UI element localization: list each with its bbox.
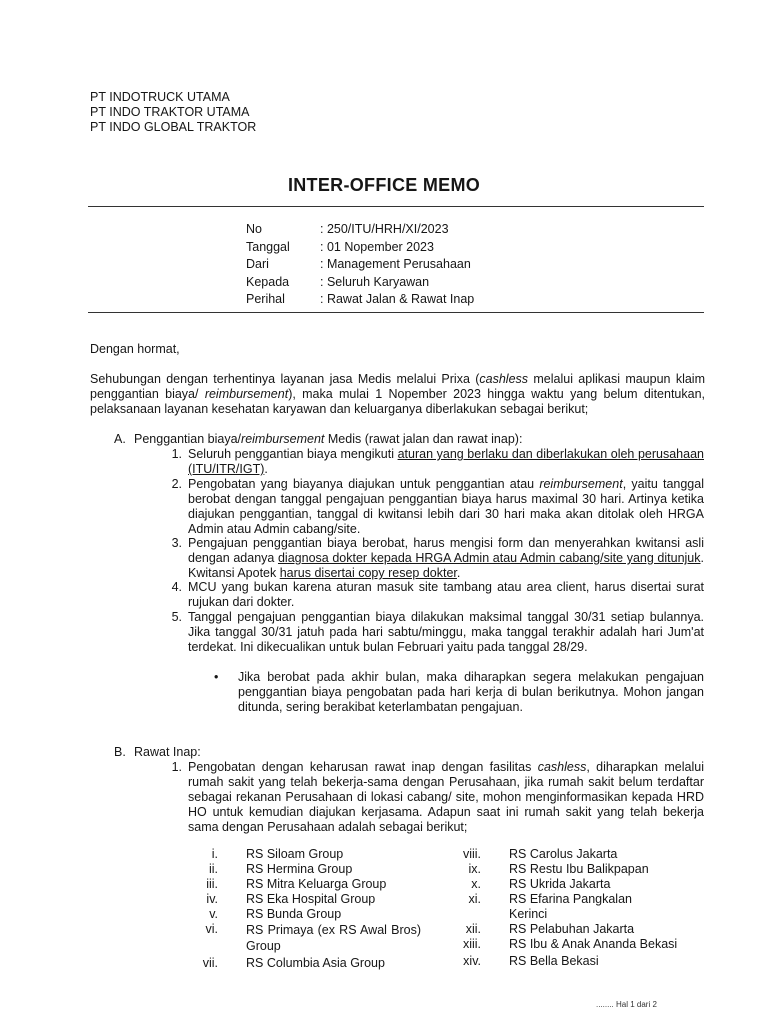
hospital-number: ii. (208, 862, 218, 876)
section-a-heading (114, 432, 522, 447)
meta-label: Perihal (246, 292, 285, 306)
list-text: , diharapkan melalui rumah sakit yang telah bekerja-sama dengan Perusahaan, jika rumah sakit belum terdaftar sebagai rekanan Perusahaan di lokasi cabang/ site, mohon menginformasikan kepada HRD HO untuk kemudian diajukan kerjasama. Adapun saat ini rumah sakit yang telah bekerja sama dengan Perusahaan adalah sebagai berikut; (188, 760, 704, 834)
list-number: 3. (171, 536, 182, 550)
list-text: MCU yang bukan karena aturan masuk site tambang atau area client, harus disertai surat rujukan dari dokter. (188, 580, 704, 609)
list-underline: aturan yang berlaku dan diberlakukan oleh perusahaan (ITU/ITR/IGT) (188, 447, 704, 476)
hospital-item (441, 937, 684, 952)
hospital-name: RS Carolus Jakarta (509, 847, 618, 861)
meta-row-dari (246, 257, 474, 275)
list-number: 4. (171, 580, 182, 594)
hospital-number: viii. (462, 847, 481, 861)
list-item (156, 610, 704, 655)
bullet-dot: • (214, 670, 219, 684)
hospital-item (178, 956, 421, 971)
hospital-item (441, 847, 684, 862)
list-italic: reimbursement (539, 477, 623, 491)
hospital-name: RS Ibu & Anak Ananda Bekasi (509, 937, 678, 951)
hospital-name: RS Columbia Asia Group (246, 956, 385, 970)
hospital-name: RS Pelabuhan Jakarta (509, 922, 635, 936)
section-text: Penggantian biaya/ (134, 432, 242, 446)
hospital-list-left (178, 847, 421, 971)
list-text: Pengajuan penggantian biaya berobat, harus mengisi form dan menyerahkan kwitansi asli dengan adanya (188, 536, 704, 565)
hospital-number: xi. (468, 892, 481, 906)
list-item (156, 536, 704, 581)
section-label: A. (114, 432, 126, 446)
hospital-item (178, 847, 421, 862)
intro-text: Sehubungan dengan terhentinya layanan jasa Medis melalui Prixa ( (90, 372, 480, 386)
list-text: . Kwitansi Apotek (188, 551, 704, 580)
section-text: Rawat Inap: (134, 745, 201, 759)
hospital-name: RS Restu Ibu Balikpapan (509, 862, 649, 876)
hospital-name: RS Bella Bekasi (509, 954, 599, 968)
hospital-item (178, 907, 421, 922)
hospital-item (441, 954, 684, 969)
list-number: 5. (171, 610, 182, 624)
hospital-number: xiv. (463, 954, 481, 968)
hospital-item (441, 877, 684, 892)
hospital-number: xiii. (462, 937, 481, 951)
hospital-name: RS Bunda Group (246, 907, 342, 921)
list-item (156, 760, 704, 835)
meta-label: No (246, 222, 262, 236)
hospital-item (178, 892, 421, 907)
hospital-list-right (441, 847, 684, 969)
list-underline: harus disertai copy resep dokter (279, 566, 457, 580)
hospital-number: i. (211, 847, 218, 861)
divider (88, 206, 704, 207)
list-underline: diagnosa dokter kepada HRGA Admin atau Admin cabang/site yang ditunjuk (277, 551, 701, 565)
list-text: Pengobatan yang biayanya diajukan untuk penggantian atau (188, 477, 540, 491)
meta-value: : Rawat Jalan & Rawat Inap (320, 292, 475, 306)
intro-text: ), maka mulai 1 Nopember 2023 hingga waktu yang belum ditentukan, pelaksanaan layanan kesehatan karyawan dan keluarganya diberlakukan sebagai berikut; (90, 387, 706, 416)
hospital-item (178, 922, 421, 954)
intro-italic: cashless (479, 372, 529, 386)
bullet-item (214, 670, 704, 715)
meta-value: : Seluruh Karyawan (320, 274, 430, 289)
section-b-heading (114, 745, 201, 760)
hospital-item (441, 862, 684, 877)
hospital-number: x. (471, 877, 481, 891)
meta-label: Kepada (246, 274, 290, 289)
hospital-name: RS Ukrida Jakarta (509, 877, 611, 891)
company-list (90, 90, 256, 135)
meta-value: : 01 Nopember 2023 (320, 239, 434, 254)
hospital-number: xii. (465, 922, 481, 936)
list-text: , yaitu tanggal berobat dengan tanggal pengajuan penggantian biaya harus maximal 30 hari. Artinya ketika diajukan penggantian, tanggal di kwitansi lebih dari 30 hari maka akan ditolak oleh HRGA Admin atau Admin cabang/site. (188, 477, 704, 536)
company-name: PT INDOTRUCK UTAMA (90, 90, 230, 104)
list-text: Pengobatan dengan keharusan rawat inap dengan fasilitas (188, 760, 538, 774)
hospital-item (178, 862, 421, 877)
list-number: 1. (171, 760, 182, 774)
memo-meta (246, 222, 474, 310)
meta-row-no (246, 222, 474, 240)
list-number: 1. (171, 447, 182, 461)
company-name: PT INDO GLOBAL TRAKTOR (90, 120, 257, 134)
meta-label: Tanggal (246, 239, 290, 254)
list-item (156, 447, 704, 477)
hospital-item (441, 892, 684, 922)
section-italic: reimbursement (241, 432, 325, 446)
meta-row-tanggal (246, 240, 474, 258)
meta-row-perihal (246, 292, 474, 310)
hospital-name: RS Efarina Pangkalan Kerinci (509, 892, 632, 921)
intro-paragraph (90, 372, 705, 417)
hospital-item (441, 922, 684, 937)
memo-title: INTER-OFFICE MEMO (287, 175, 481, 195)
section-text: Medis (rawat jalan dan rawat inap): (324, 432, 523, 446)
intro-italic: reimbursement (204, 387, 289, 401)
list-text: . (456, 566, 461, 580)
list-item (156, 580, 704, 610)
list-italic: cashless (537, 760, 587, 774)
list-item (156, 477, 704, 537)
hospital-item (178, 877, 421, 892)
hospital-name: RS Eka Hospital Group (246, 892, 376, 906)
hospital-number: v. (209, 907, 218, 921)
hospital-name: RS Primaya (ex RS Awal Bros) Group (246, 923, 421, 953)
intro-text: melalui aplikasi maupun klaim penggantian biaya/ (90, 372, 705, 401)
company-name: PT INDO TRAKTOR UTAMA (90, 105, 250, 119)
meta-value: : Management Perusahaan (320, 257, 471, 271)
list-text: . (264, 462, 268, 476)
hospital-number: vii. (202, 956, 218, 970)
meta-value: : 250/ITU/HRH/XI/2023 (320, 222, 449, 236)
divider (88, 312, 704, 313)
list-text: Seluruh penggantian biaya mengikuti (188, 447, 398, 461)
hospital-number: iv. (206, 892, 218, 906)
page-number: ........ Hal 1 dari 2 (596, 1000, 657, 1009)
list-text: Tanggal pengajuan penggantian biaya dilakukan maksimal tanggal 30/31 setiap bulannya. Jika tanggal 30/31 jatuh pada hari sabtu/minggu, maka tanggal terakhir adalah hari Jum'at terdekat. Ini dikecualikan untuk bulan Februari yaitu pada tanggal 28/29. (188, 610, 704, 654)
hospital-name: RS Hermina Group (246, 862, 353, 876)
list-number: 2. (171, 477, 182, 491)
meta-row-kepada (246, 275, 474, 293)
hospital-number: ix. (468, 862, 481, 876)
meta-label: Dari (246, 257, 269, 271)
greeting: Dengan hormat, (90, 342, 180, 356)
hospital-number: vi. (205, 922, 218, 936)
section-label: B. (114, 745, 126, 759)
hospital-name: RS Mitra Keluarga Group (246, 877, 387, 891)
hospital-number: iii. (206, 877, 218, 891)
bullet-text: Jika berobat pada akhir bulan, maka diharapkan segera melakukan pengajuan penggantian biaya pengobatan pada hari kerja di bulan berikutnya. Mohon jangan ditunda, sering berakibat keterlambatan pengajuan. (238, 670, 704, 714)
hospital-name: RS Siloam Group (246, 847, 344, 861)
